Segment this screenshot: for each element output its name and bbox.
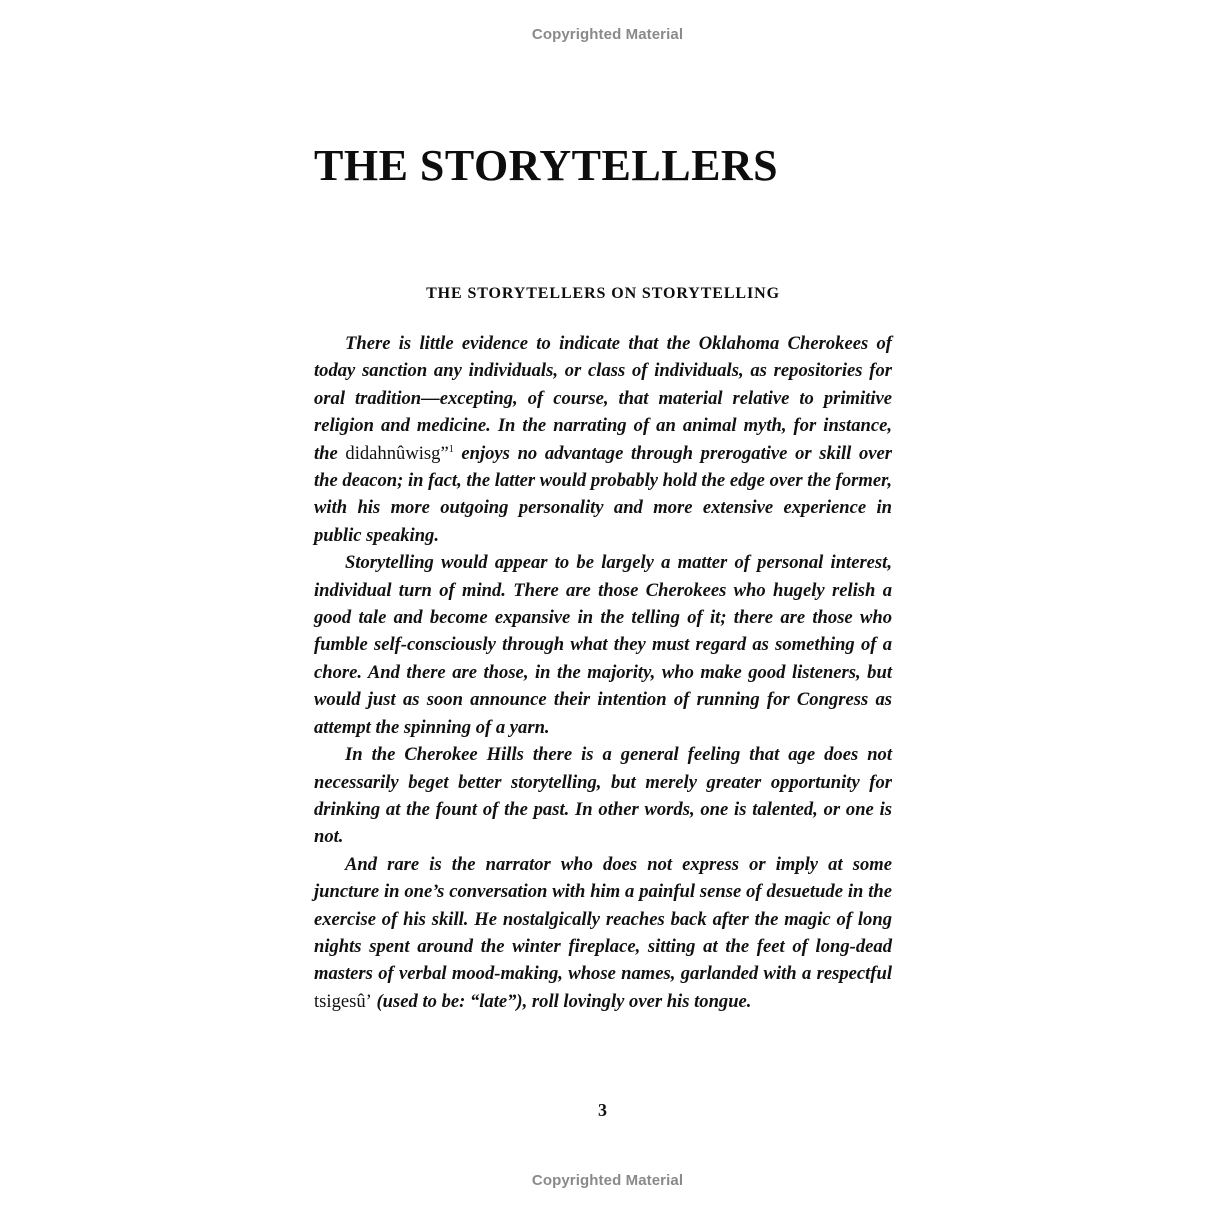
paragraph-4-text-a: And rare is the narrator who does not express or imply at some juncture in one’s conversation with him a painful sense of desuetude in the exercise of his skill. He nostalgically reaches back after the magic of long nights spent around the winter fireplace, sitting at the feet of long-dead masters of verbal mood-making, whose names, garlanded with a respectful xyxy=(314,853,892,985)
footnote-marker: 1 xyxy=(448,443,454,455)
paragraph-1-text-a: There is little evidence to indicate that the Oklahoma Cherokees of today sanction any individuals, or class of individuals, as repositories for oral tradition—excepting, of course, that material relative to primitive religion and medicine. In the narrating of an animal myth, for instance, the xyxy=(314,333,892,464)
paragraph-3: In the Cherokee Hills there is a general feeling that age does not necessarily beget better storytelling, but merely greater opportunity for drinking at the fount of the past. In other words, one is talented, or one is not. xyxy=(314,744,892,848)
paragraph-4 xyxy=(314,851,892,1015)
paragraph-1-text-b: enjoys no advantage through prerogative or skill over the deacon; in fact, the latter would probably hold the edge over the former, with his more outgoing personality and more extensive experience in public speaking. xyxy=(314,442,892,546)
paragraph-2: Storytelling would appear to be largely a matter of personal interest, individual turn of mind. There are those Cherokees who hugely relish a good tale and become expansive in the telling of it; there are those who fumble self-consciously through what they must regard as something of a chore. And there are those, in the majority, who make good listeners, but would just as soon announce their intention of running for Congress as attempt the spinning of a yarn. xyxy=(314,552,892,738)
copyright-watermark-top: Copyrighted Material xyxy=(531,26,684,43)
cherokee-term-didahnuwisg: didahnûwisg” xyxy=(345,442,449,464)
copyright-watermark-bottom: Copyrighted Material xyxy=(531,1172,684,1189)
page-number: 3 xyxy=(598,1100,607,1120)
paragraph-4-text-b: (used to be: “late”), roll lovingly over his tongue. xyxy=(371,990,752,1012)
body-text xyxy=(314,330,892,1015)
chapter-title: THE STORYTELLERS xyxy=(314,141,779,190)
paragraph-1 xyxy=(314,330,892,549)
section-heading: THE STORYTELLERS ON STORYTELLING xyxy=(426,285,780,302)
cherokee-term-tsigesu: tsigesû’ xyxy=(314,990,372,1012)
